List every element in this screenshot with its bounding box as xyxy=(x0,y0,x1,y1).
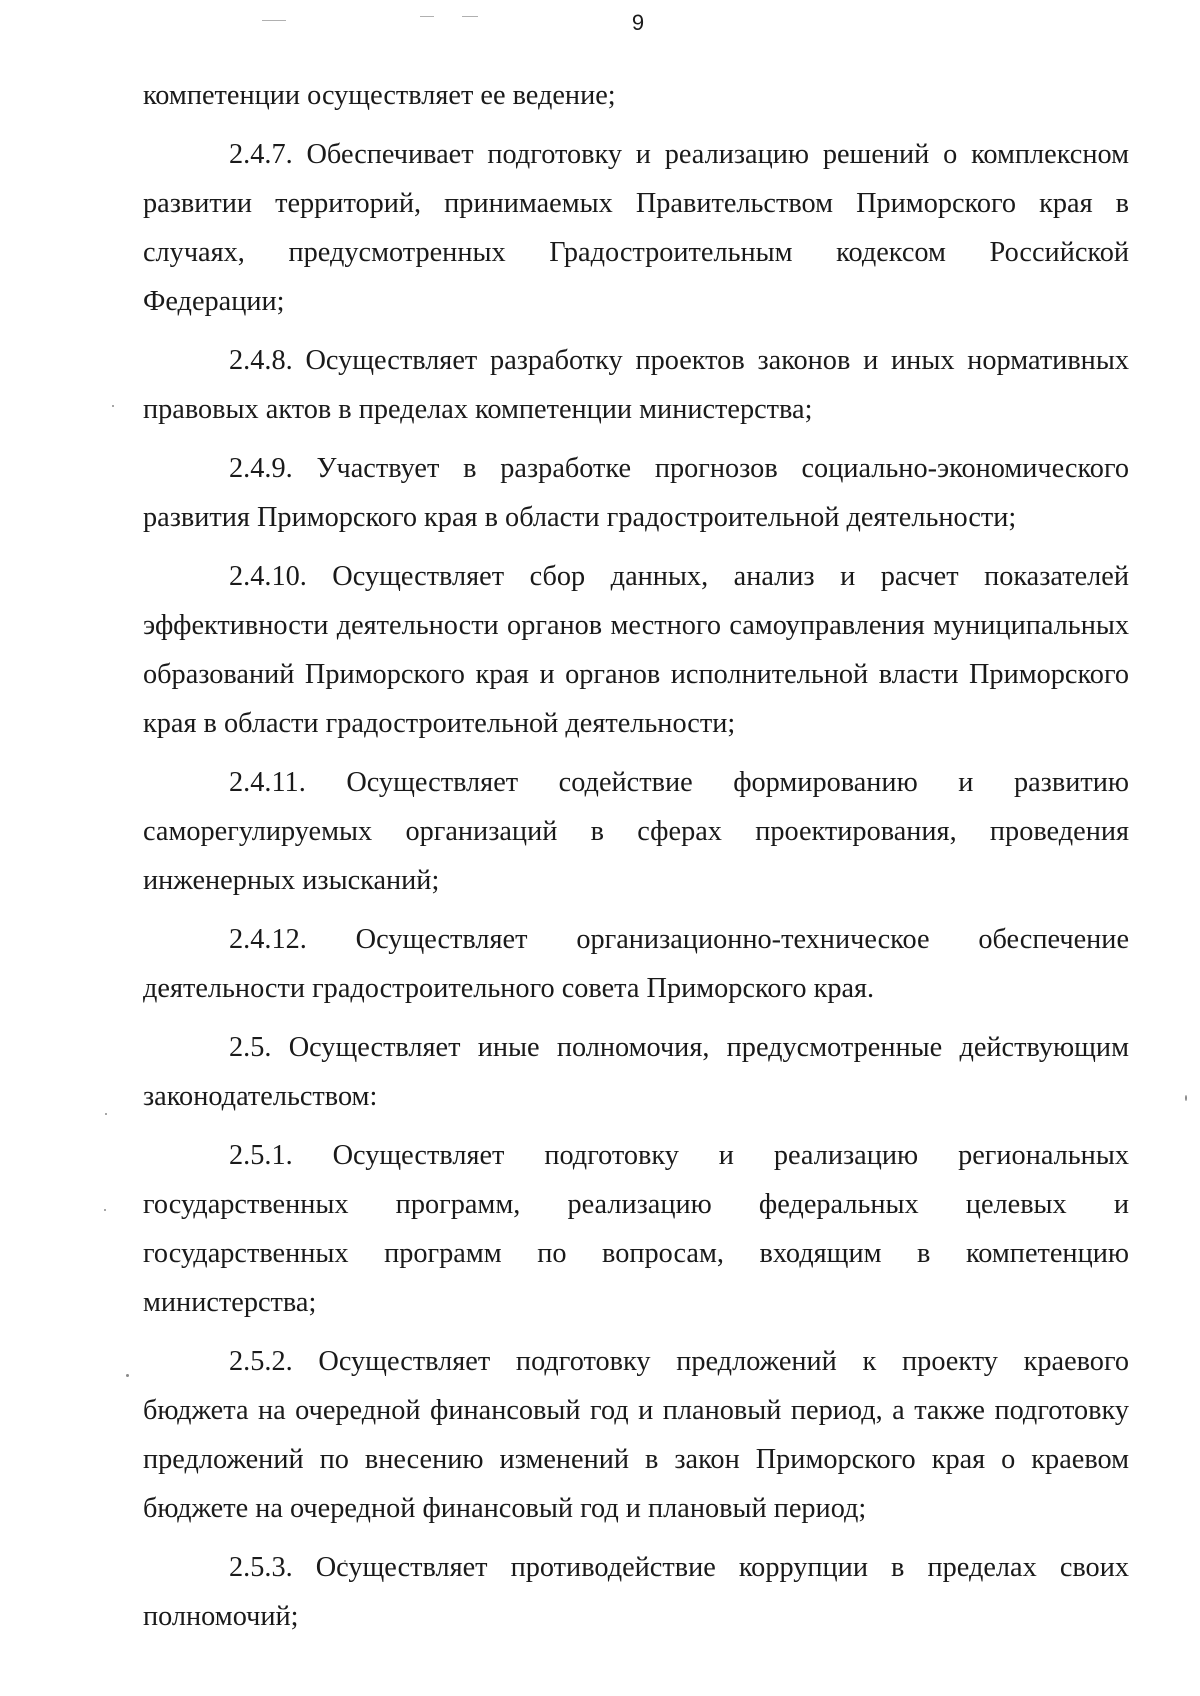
paragraph-2-4-12: 2.4.12. Осуществляет организационно-техническое обеспечение деятельности градостроительного совета Приморского края. xyxy=(143,924,1129,1004)
paragraph-2-4-8: 2.4.8. Осуществляет разработку проектов законов и иных нормативных правовых актов в пределах компетенции министерства; xyxy=(143,345,1129,425)
paragraph-2-5: 2.5. Осуществляет иные полномочия, предусмотренные действующим законодательством: xyxy=(143,1032,1129,1112)
paragraph-2-4-7: 2.4.7. Обеспечивает подготовку и реализацию решений о комплексном развитии территорий, принимаемых Правительством Приморского края в случаях, предусмотренных Градостроительным кодексом Российской Федерации; xyxy=(143,139,1129,317)
paragraph-2-5-3: 2.5.3. Осуществляет противодействие коррупции в пределах своих полномочий; xyxy=(143,1552,1129,1632)
page-number: 9 xyxy=(631,10,645,35)
paragraph-2-4-11: 2.4.11. Осуществляет содействие формированию и развитию саморегулируемых организаций в сферах проектирования, проведения инженерных изысканий; xyxy=(143,767,1129,896)
paragraph-2-5-1: 2.5.1. Осуществляет подготовку и реализацию региональных государственных программ, реализацию федеральных целевых и государственных программ по вопросам, входящим в компетенцию министерства; xyxy=(143,1140,1129,1318)
scan-artifact xyxy=(126,1374,129,1377)
paragraph-2-4-9: 2.4.9. Участвует в разработке прогнозов социально-экономического развития Приморского края в области градостроительной деятельности; xyxy=(143,453,1129,533)
paragraph-2-4-10: 2.4.10. Осуществляет сбор данных, анализ и расчет показателей эффективности деятельности органов местного самоуправления муниципальных образований Приморского края и органов исполнительной власти Приморского края в области градостроительной деятельности; xyxy=(143,561,1129,739)
paragraph-continuation: компетенции осуществляет ее ведение; xyxy=(143,80,616,111)
document-body xyxy=(143,71,1129,1651)
scan-artifact xyxy=(112,405,114,407)
scan-artifact xyxy=(1185,1095,1187,1101)
scan-artifact xyxy=(105,1113,107,1115)
scan-artifact xyxy=(104,1209,106,1211)
paragraph-2-5-2: 2.5.2. Осуществляет подготовку предложений к проекту краевого бюджета на очередной финансовый год и плановый период, а также подготовку предложений по внесению изменений в закон Приморского края о краевом бюджете на очередной финансовый год и плановый период; xyxy=(143,1346,1129,1524)
